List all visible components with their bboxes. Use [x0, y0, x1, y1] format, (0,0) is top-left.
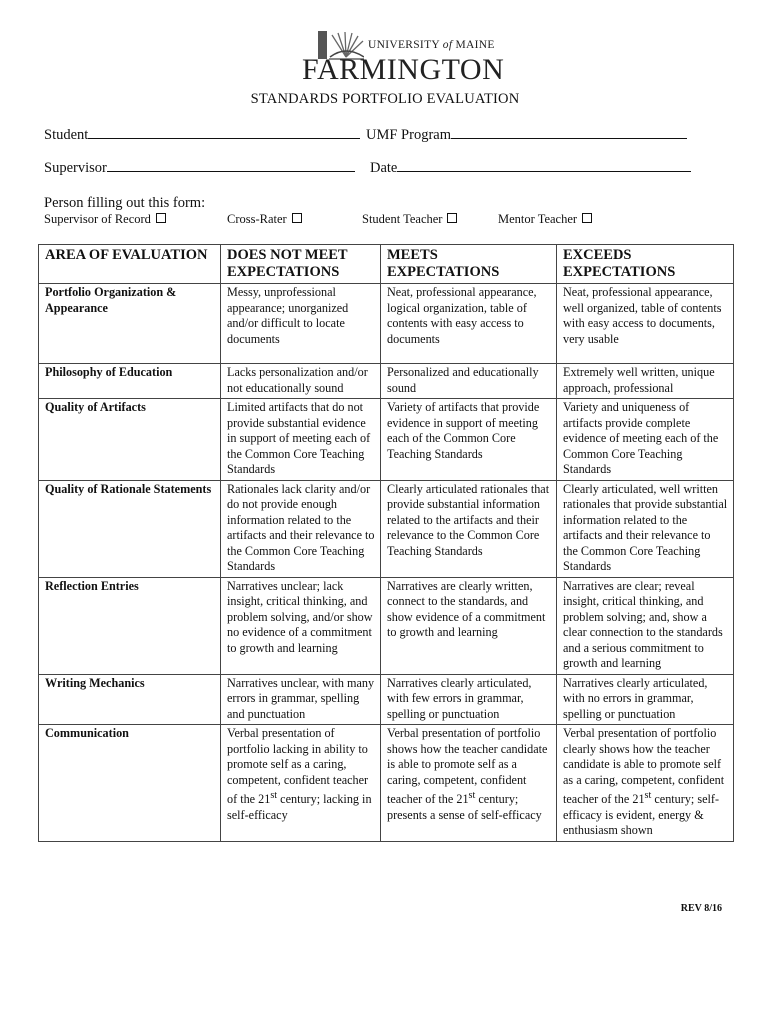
- does-not-meet-cell: Verbal presentation of portfolio lacking in ability to promote self as a caring, competent, confident teacher of the 21st century; lacking in self-efficacy: [221, 725, 381, 842]
- does-not-meet-cell: Narratives unclear; lack insight, critical thinking, and problem solving, and/or show no evidence of a commitment to growth and learning: [221, 577, 381, 674]
- table-row: [39, 399, 734, 481]
- student-label: Student: [44, 127, 89, 143]
- revision-label: REV 8/16: [680, 903, 722, 914]
- meets-cell: Personalized and educationally sound: [381, 364, 557, 399]
- area-cell: Writing Mechanics: [39, 674, 221, 725]
- person-filling-label: Person filling out this form:: [44, 195, 206, 211]
- exceeds-cell: Verbal presentation of portfolio clearly shows how the teacher candidate is able to promote self as a caring, competent, confident teacher of the 21st century; self-efficacy is evident, energy & enthusiasm shown: [557, 725, 734, 842]
- supervisor-field[interactable]: [44, 159, 355, 177]
- date-field[interactable]: [370, 159, 691, 177]
- exceeds-cell: Variety and uniqueness of artifacts provide complete evidence of meeting each of the Common Core Teaching Standards: [557, 399, 734, 481]
- role-mentor-teacher[interactable]: Mentor Teacher: [498, 212, 592, 227]
- meets-cell: Narratives are clearly written, connect to the standards, and show evidence of a commitment to growth and learning: [381, 577, 557, 674]
- date-label: Date: [370, 160, 398, 176]
- meets-cell: Verbal presentation of portfolio shows how the teacher candidate is able to promote self as a caring, competent, confident teacher of the 21st century; presents a sense of self-efficacy: [381, 725, 557, 842]
- does-not-meet-cell: Lacks personalization and/or not educationally sound: [221, 364, 381, 399]
- header-exceeds: EXCEEDS EXPECTATIONS: [557, 245, 734, 284]
- area-cell: Reflection Entries: [39, 577, 221, 674]
- header-meets: MEETS EXPECTATIONS: [381, 245, 557, 284]
- does-not-meet-cell: Narratives unclear, with many errors in grammar, spelling and punctuation: [221, 674, 381, 725]
- farmington-wordmark: FARMINGTON: [302, 53, 505, 86]
- table-row: [39, 577, 734, 674]
- area-cell: Communication: [39, 725, 221, 842]
- exceeds-cell: Clearly articulated, well written rationales that provide substantial information related to the artifacts and their relevance to the Common Core Teaching Standards: [557, 480, 734, 577]
- umf-program-field[interactable]: [366, 126, 687, 144]
- evaluation-rubric-table: [38, 244, 734, 842]
- exceeds-cell: Extremely well written, unique approach, professional: [557, 364, 734, 399]
- supervisor-label: Supervisor: [44, 160, 107, 176]
- header-does-not-meet: DOES NOT MEET EXPECTATIONS: [221, 245, 381, 284]
- does-not-meet-cell: Messy, unprofessional appearance; unorganized and/or difficult to locate documents: [221, 284, 381, 364]
- table-row: [39, 284, 734, 364]
- meets-cell: Clearly articulated rationales that provide substantial information related to the artifacts and their relevance to the Common Core Teaching Standards: [381, 480, 557, 577]
- student-field[interactable]: [44, 126, 360, 144]
- university-of-maine-text: UNIVERSITY of MAINE: [368, 39, 495, 51]
- student-line[interactable]: [88, 126, 360, 139]
- checkbox[interactable]: [292, 213, 302, 223]
- checkbox[interactable]: [582, 213, 592, 223]
- university-logo: [300, 27, 505, 86]
- area-cell: Portfolio Organization & Appearance: [39, 284, 221, 364]
- does-not-meet-cell: Rationales lack clarity and/or do not provide enough information related to the artifacts and their relevance to the Common Core Teaching Standards: [221, 480, 381, 577]
- table-row: [39, 480, 734, 577]
- meets-cell: Narratives clearly articulated, with few errors in grammar, spelling or punctuation: [381, 674, 557, 725]
- umf-program-label: UMF Program: [366, 127, 451, 143]
- role-cross-rater[interactable]: Cross-Rater: [227, 212, 302, 227]
- exceeds-cell: Narratives clearly articulated, with no errors in grammar, spelling or punctuation: [557, 674, 734, 725]
- supervisor-line[interactable]: [107, 159, 355, 172]
- umf-program-line[interactable]: [451, 126, 687, 139]
- header-area: AREA OF EVALUATION: [39, 245, 221, 284]
- area-cell: Quality of Rationale Statements: [39, 480, 221, 577]
- table-row: [39, 725, 734, 842]
- area-cell: Quality of Artifacts: [39, 399, 221, 481]
- table-header-row: [39, 245, 734, 284]
- document-title: STANDARDS PORTFOLIO EVALUATION: [250, 91, 520, 107]
- meets-cell: Neat, professional appearance, logical organization, table of contents with easy access to documents: [381, 284, 557, 364]
- table-row: [39, 364, 734, 399]
- does-not-meet-cell: Limited artifacts that do not provide substantial evidence in support of meeting each of the Common Core Teaching Standards: [221, 399, 381, 481]
- exceeds-cell: Neat, professional appearance, well organized, table of contents with easy access to documents, very usable: [557, 284, 734, 364]
- role-supervisor-of-record[interactable]: Supervisor of Record: [44, 212, 166, 227]
- exceeds-cell: Narratives are clear; reveal insight, critical thinking, and problem solving; and, show a clear connection to the standards and a serious commitment to growth and learning: [557, 577, 734, 674]
- checkbox[interactable]: [156, 213, 166, 223]
- area-cell: Philosophy of Education: [39, 364, 221, 399]
- checkbox[interactable]: [447, 213, 457, 223]
- meets-cell: Variety of artifacts that provide evidence in support of meeting each of the Common Core Teaching Standards: [381, 399, 557, 481]
- table-row: [39, 674, 734, 725]
- role-student-teacher[interactable]: Student Teacher: [362, 212, 457, 227]
- date-line[interactable]: [397, 159, 691, 172]
